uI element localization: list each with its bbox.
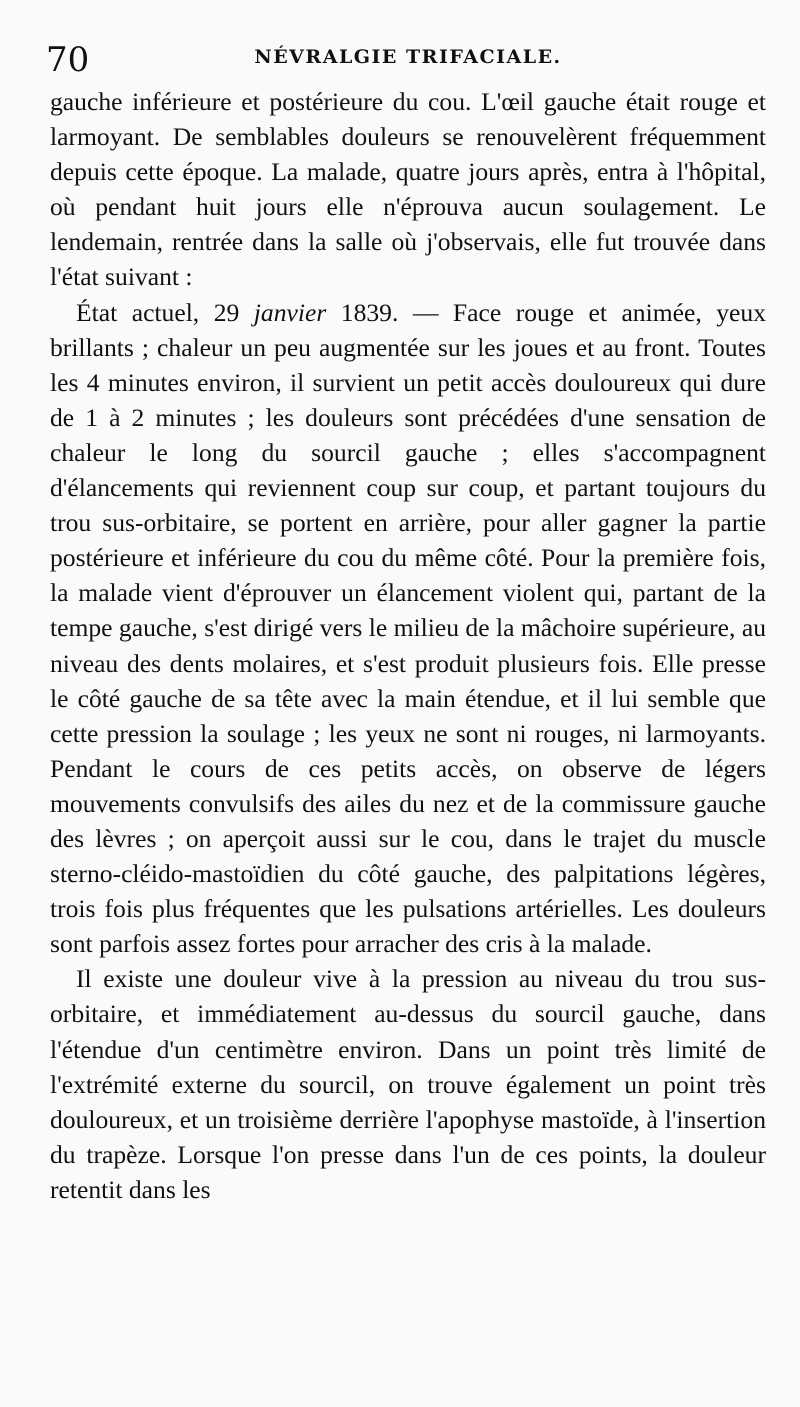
paragraph-2-date-month: janvier [253, 297, 327, 327]
running-title: NÉVRALGIE TRIFACIALE. [254, 46, 562, 68]
paragraph-2-rest: 1839. — Face rouge et animée, yeux brillants ; chaleur un peu augmentée sur les joues et au front. Toutes les 4 minutes environ, il survient un petit accès douloureux qui dure de 1 à 2 minutes ; les douleurs sont précédées d'une sensation de chaleur le long du sourcil gauche ; elles s'accompagnent d'élancements qui reviennent coup sur coup, et partant toujours du trou sus-orbitaire, se portent en arrière, pour aller gagner la partie postérieure et inférieure du cou du même côté. Pour la première fois, la malade vient d'éprouver un élancement violent qui, partant de la tempe gauche, s'est dirigé vers le milieu de la mâchoire supérieure, au niveau des dents molaires, et s'est produit plusieurs fois. Elle presse le côté gauche de sa tête avec la main étendue, et il lui semble que cette pression la soulage ; les yeux ne sont ni rouges, ni larmoyants. Pendant le cours de ces petits accès, on observe de légers mouvements convulsifs des ailes du nez et de la commissure gauche des lèvres ; on aperçoit aussi sur le cou, dans le trajet du muscle sterno-cléido-mastoïdien du côté gauche, des palpitations légères, trois fois plus fréquentes que les pulsations artérielles. Les douleurs sont parfois assez fortes pour arracher des cris à la malade. [50, 297, 766, 959]
paragraph-2-lead: État actuel, 29 [76, 297, 254, 327]
paragraph-3: Il existe une douleur vive à la pression au niveau du trou sus-orbitaire, et immédiatement au-dessus du sourcil gauche, dans l'étendue d'un centimètre environ. Dans un point très limité de l'extrémité externe du sourcil, on trouve également un point très douloureux, et un troisième derrière l'apophyse mastoïde, à l'insertion du trapèze. Lorsque l'on presse dans l'un de ces points, la douleur retentit dans les [50, 964, 766, 1204]
paragraph-1: gauche inférieure et postérieure du cou. L'œil gauche était rouge et larmoyant. De semblables douleurs se renouvelèrent fréquemment depuis cette époque. La malade, quatre jours après, entra à l'hôpital, où pendant huit jours elle n'éprouva aucun soulagement. Le lendemain, rentrée dans la salle où j'observais, elle fut trouvée dans l'état suivant : [50, 87, 766, 292]
body-text [50, 84, 766, 1207]
page-header [46, 38, 766, 84]
paragraph-2 [50, 295, 766, 962]
page-number: 70 [46, 40, 90, 80]
